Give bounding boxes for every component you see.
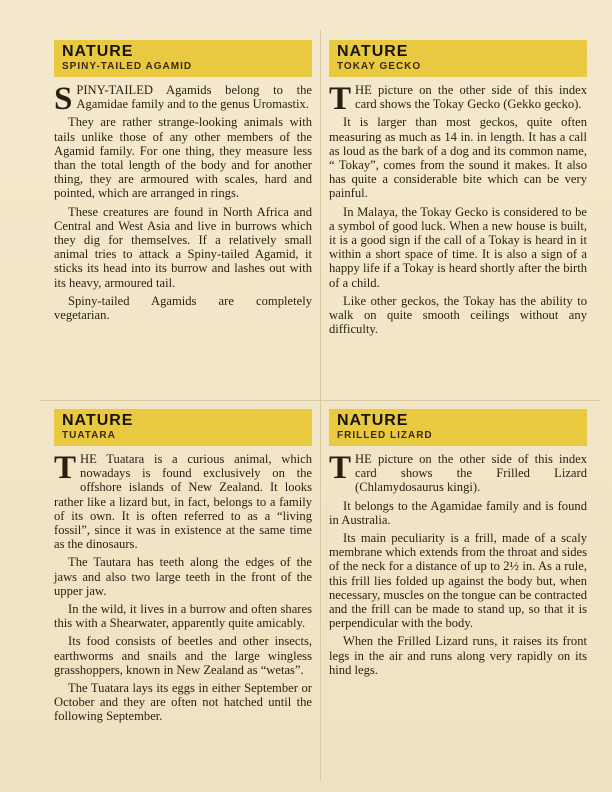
card-banner xyxy=(54,40,312,77)
paragraph: It is larger than most geckos, quite often measuring as much as 14 in. in length. It has a call as loud as the bark of a dog and its common name, “ Tokay”, comes from the sound it makes. It also has quite a considerable bite which can be very painful. xyxy=(329,115,587,201)
drop-cap: S xyxy=(54,81,73,117)
paragraph xyxy=(329,81,587,117)
vertical-divider xyxy=(320,30,321,780)
card-category: NATURE xyxy=(62,43,134,60)
card-category: NATURE xyxy=(62,412,134,429)
drop-cap: T xyxy=(329,450,352,486)
card-tuatara xyxy=(54,409,312,728)
paragraph: Its main peculiarity is a frill, made of a scaly membrane which extends from the throat and sides of the neck for a distance of up to 2½ in. As a rule, this frill lies folded up against the body but, when necessary, muscles on the tongue can be contracted and the frill can be made to stand up, so that it is perpendicular with the body. xyxy=(329,531,587,631)
drop-cap: T xyxy=(329,81,352,117)
paragraph: When the Frilled Lizard runs, it raises its front legs in the air and runs along very rapidly on its hind legs. xyxy=(329,634,587,677)
paragraph xyxy=(329,452,587,495)
paragraph: They are rather strange-looking animals with tails unlike those of any other members of the Agamid family. For one thing, they measure less than the total length of the body and for another thing, they are armoured with scales, hard and pointed, which are arranged in rings. xyxy=(54,115,312,201)
paragraph xyxy=(54,452,312,551)
paragraph-text: HE picture on the other side of this index card shows the Frilled Lizard (Chlamydosaurus kingi). xyxy=(355,452,587,495)
paragraph-text: HE Tuatara is a curious animal, which nowadays is found exclusively on the offshore islands of New Zealand. It looks rather like a lizard but, in fact, belongs to a family of its own. It is often referred to as a “living fossil”, since it was in existence at the same time as the dinosaurs. xyxy=(54,452,312,552)
card-body xyxy=(329,83,587,336)
drop-cap: T xyxy=(54,450,77,486)
card-body xyxy=(329,452,587,677)
paragraph: The Tautara has teeth along the edges of the jaws and also two large teeth in the front of the upper jaw. xyxy=(54,555,312,598)
paragraph xyxy=(54,81,312,117)
card-spiny-tailed-agamid xyxy=(54,40,312,326)
paragraph-text: HE picture on the other side of this index card shows the Tokay Gecko (Gekko gecko). xyxy=(355,83,587,112)
card-subtitle: TUATARA xyxy=(62,430,116,441)
paragraph-text: PINY-TAILED Agamids belong to the Agamidae family and to the genus Uromastix. xyxy=(76,83,312,112)
card-tokay-gecko xyxy=(329,40,587,340)
paragraph: The Tuatara lays its eggs in either September or October and they are often not hatched until the following September. xyxy=(54,681,312,724)
paragraph: In Malaya, the Tokay Gecko is considered to be a symbol of good luck. When a new house is built, it is a good sign if the call of a Tokay is heard in it within a short space of time. It is also a sign of a happy life if a Tokay is heard shortly after the birth of a child. xyxy=(329,204,587,290)
paragraph: Spiny-tailed Agamids are completely vegetarian. xyxy=(54,293,312,323)
paragraph: These creatures are found in North Africa and Central and West Asia and live in burrows which they dig for themselves. If a relatively small animal tries to attack a Spiny-tailed Agamid, it sticks its head into its burrow and lashes out with its heavy, armoured tail. xyxy=(54,204,312,290)
card-banner xyxy=(54,409,312,446)
paragraph: Like other geckos, the Tokay has the ability to walk on quite smooth ceilings without any difficulty. xyxy=(329,293,587,337)
card-frilled-lizard xyxy=(329,409,587,681)
paragraph: Its food consists of beetles and other insects, earthworms and snails and the large wingless grasshoppers, known in New Zealand as “wetas”. xyxy=(54,634,312,677)
card-banner xyxy=(329,409,587,446)
paragraph: It belongs to the Agamidae family and is found in Australia. xyxy=(329,498,587,527)
card-banner xyxy=(329,40,587,77)
card-category: NATURE xyxy=(337,43,409,60)
horizontal-divider xyxy=(40,400,600,401)
paragraph: In the wild, it lives in a burrow and often shares this with a Shearwater, apparently quite amicably. xyxy=(54,602,312,631)
card-subtitle: FRILLED LIZARD xyxy=(337,430,433,441)
card-body xyxy=(54,452,312,724)
card-subtitle: TOKAY GECKO xyxy=(337,61,422,72)
card-body xyxy=(54,83,312,322)
card-category: NATURE xyxy=(337,412,409,429)
card-subtitle: SPINY-TAILED AGAMID xyxy=(62,61,193,72)
